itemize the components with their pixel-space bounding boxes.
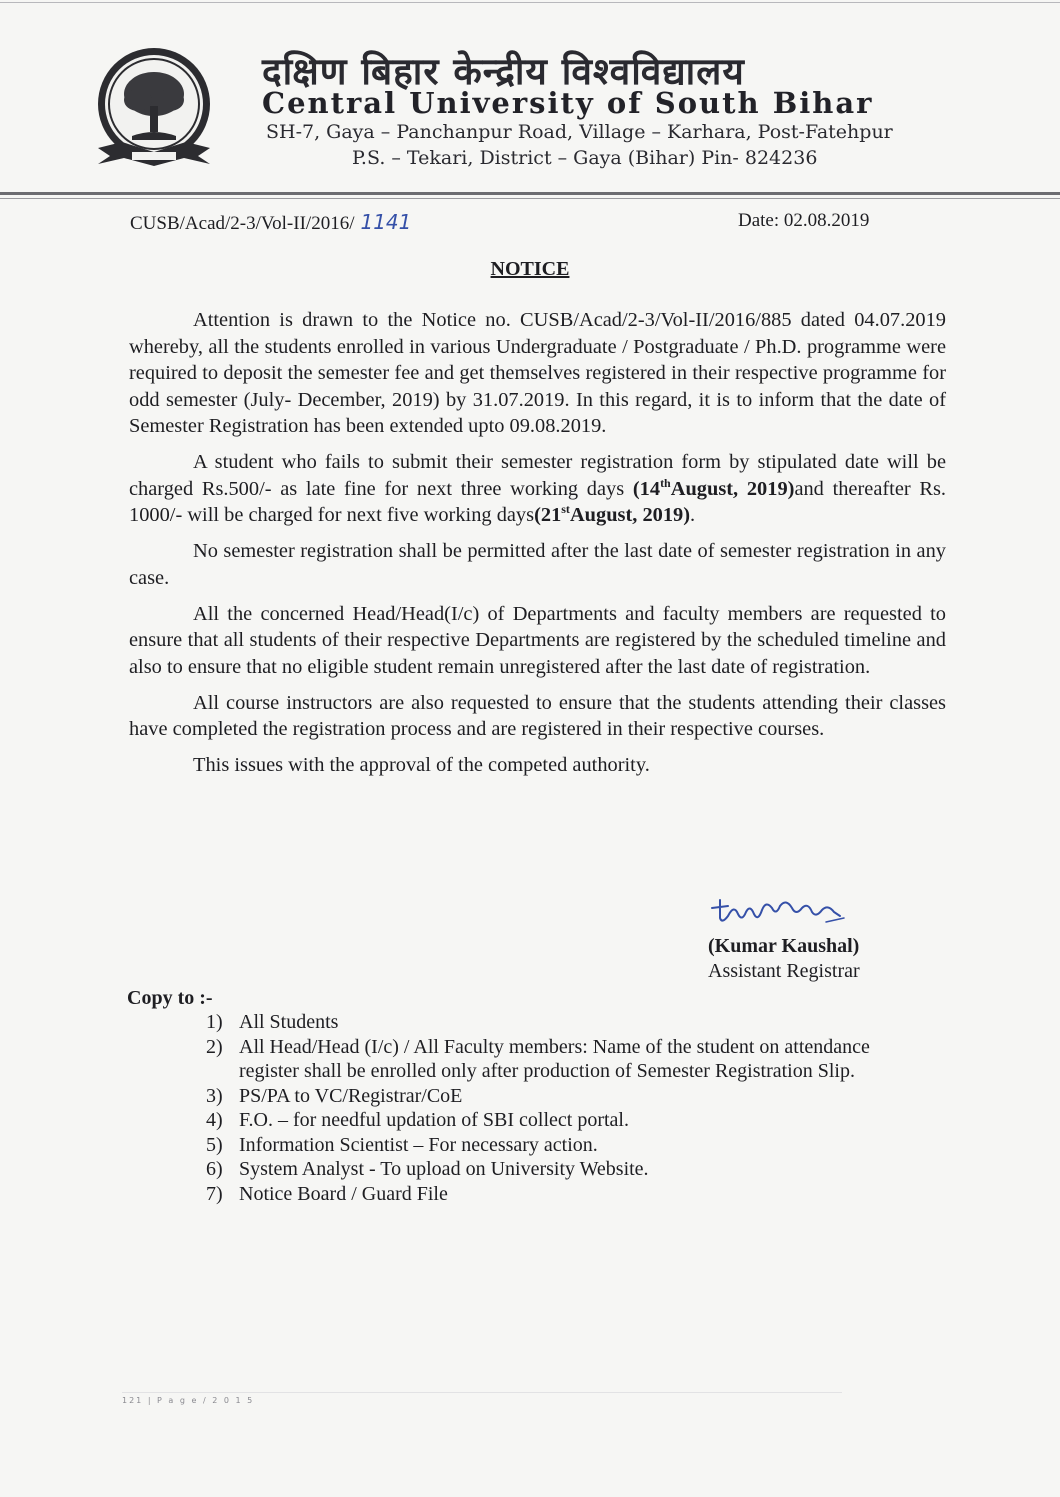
deadline-2-month: August, 2019) <box>569 504 691 526</box>
address-line-1: SH-7, Gaya – Panchanpur Road, Village – Karhara, Post-Fatehpur <box>266 121 893 143</box>
copy-to-list <box>206 1010 926 1206</box>
copy-to-item-number: 5) <box>206 1133 223 1156</box>
copy-to-item-number: 4) <box>206 1109 223 1131</box>
deadline-2-day: (21 <box>534 504 562 526</box>
paragraph-3: No semester registration shall be permitted after the last date of semester registration in any case. <box>129 540 946 589</box>
copy-to-item-number: 6) <box>206 1158 223 1180</box>
signature-icon <box>706 894 846 934</box>
page-footer: 121 | P a g e / 2 0 1 5 <box>122 1396 255 1405</box>
copy-to-item-number: 2) <box>206 1035 223 1058</box>
reference-number <box>130 210 411 235</box>
letterhead-rule <box>0 192 1060 195</box>
copy-to-item-text: System Analyst - To upload on University Website. <box>239 1158 649 1180</box>
copy-to-item-text: Notice Board / Guard File <box>239 1182 448 1205</box>
paragraph-6: This issues with the approval of the competed authority. <box>193 754 650 776</box>
paragraph-1: Attention is drawn to the Notice no. CUSB/Acad/2-3/Vol-II/2016/885 dated 04.07.2019 whereby, all the students enrolled in various Undergraduate / Postgraduate / Ph.D. programme were required to deposit the semester fee and get themselves registered in their respective programme for odd semester (July- December, 2019) by 31.07.2019. In this regard, it is to inform that the date of Semester Registration has been extended upto 09.08.2019. <box>129 309 946 437</box>
university-name-english: Central University of South Bihar <box>262 86 874 120</box>
copy-to-item <box>206 1108 926 1133</box>
copy-to-item <box>206 1084 926 1109</box>
copy-to-item-text: PS/PA to VC/Registrar/CoE <box>239 1084 463 1107</box>
copy-to-item-number: 1) <box>206 1011 223 1033</box>
copy-to-item <box>206 1133 926 1158</box>
letterhead-rule-thin <box>0 198 1060 199</box>
deadline-1-day: (14 <box>632 477 661 500</box>
copy-to-label: Copy to :- <box>127 987 213 1009</box>
footer-rule <box>122 1392 842 1393</box>
deadline-2-suffix: st <box>561 502 570 517</box>
paragraph-2-text-c: and thereafter Rs. 1000/- will be charged for next five working days <box>129 477 946 526</box>
notice-title: NOTICE <box>490 258 570 280</box>
handwritten-reference-number: 1141 <box>360 210 412 234</box>
deadline-2 <box>534 504 690 526</box>
deadline-1-month: August, 2019) <box>670 477 795 500</box>
top-edge-rule <box>0 2 1060 3</box>
copy-to-item <box>206 1157 926 1182</box>
paragraph-2-text-a: A student who fails to submit their semester registration form by stipulated date will be charged Rs.500/- as late fine for next three working days <box>129 451 946 500</box>
copy-to-item-text: All Students <box>239 1011 339 1033</box>
copy-to-item <box>206 1010 926 1035</box>
copy-to-item-number: 7) <box>206 1182 223 1205</box>
university-logo-icon <box>92 44 216 176</box>
paragraph-2-end: . <box>690 504 696 526</box>
copy-to-item <box>206 1182 926 1207</box>
signatory-name: (Kumar Kaushal) <box>708 935 860 957</box>
university-name-hindi: दक्षिण बिहार केन्द्रीय विश्वविद्यालय <box>262 50 745 93</box>
copy-to-item-text: F.O. – for needful updation of SBI collect portal. <box>239 1109 629 1131</box>
deadline-1 <box>632 475 795 500</box>
paragraph-4: All the concerned Head/Head(I/c) of Departments and faculty members are requested to ensure that all students of their respective Departments are registered by the scheduled timeline and also to ensure that no eligible student remain unregistered after the last date of registration. <box>129 602 946 678</box>
address-line-2: P.S. – Tekari, District – Gaya (Bihar) Pin- 824236 <box>352 147 818 169</box>
notice-body <box>129 307 946 788</box>
copy-to-item <box>206 1035 926 1084</box>
reference-prefix: CUSB/Acad/2-3/Vol-II/2016/ <box>130 213 355 234</box>
signatory-designation: Assistant Registrar <box>708 960 860 982</box>
deadline-1-suffix: th <box>660 475 671 490</box>
copy-to-item-text: All Head/Head (I/c) / All Faculty members: Name of the student on attendance register shall be enrolled only after production of Semester Registration Slip. <box>239 1035 870 1082</box>
paragraph-2 <box>129 449 946 529</box>
copy-to-item-text: Information Scientist – For necessary action. <box>239 1133 598 1156</box>
notice-date: Date: 02.08.2019 <box>738 210 870 231</box>
copy-to-item-number: 3) <box>206 1084 223 1107</box>
paragraph-5: All course instructors are also requested to ensure that the students attending their classes have completed the registration process and are registered in their respective courses. <box>129 691 946 740</box>
